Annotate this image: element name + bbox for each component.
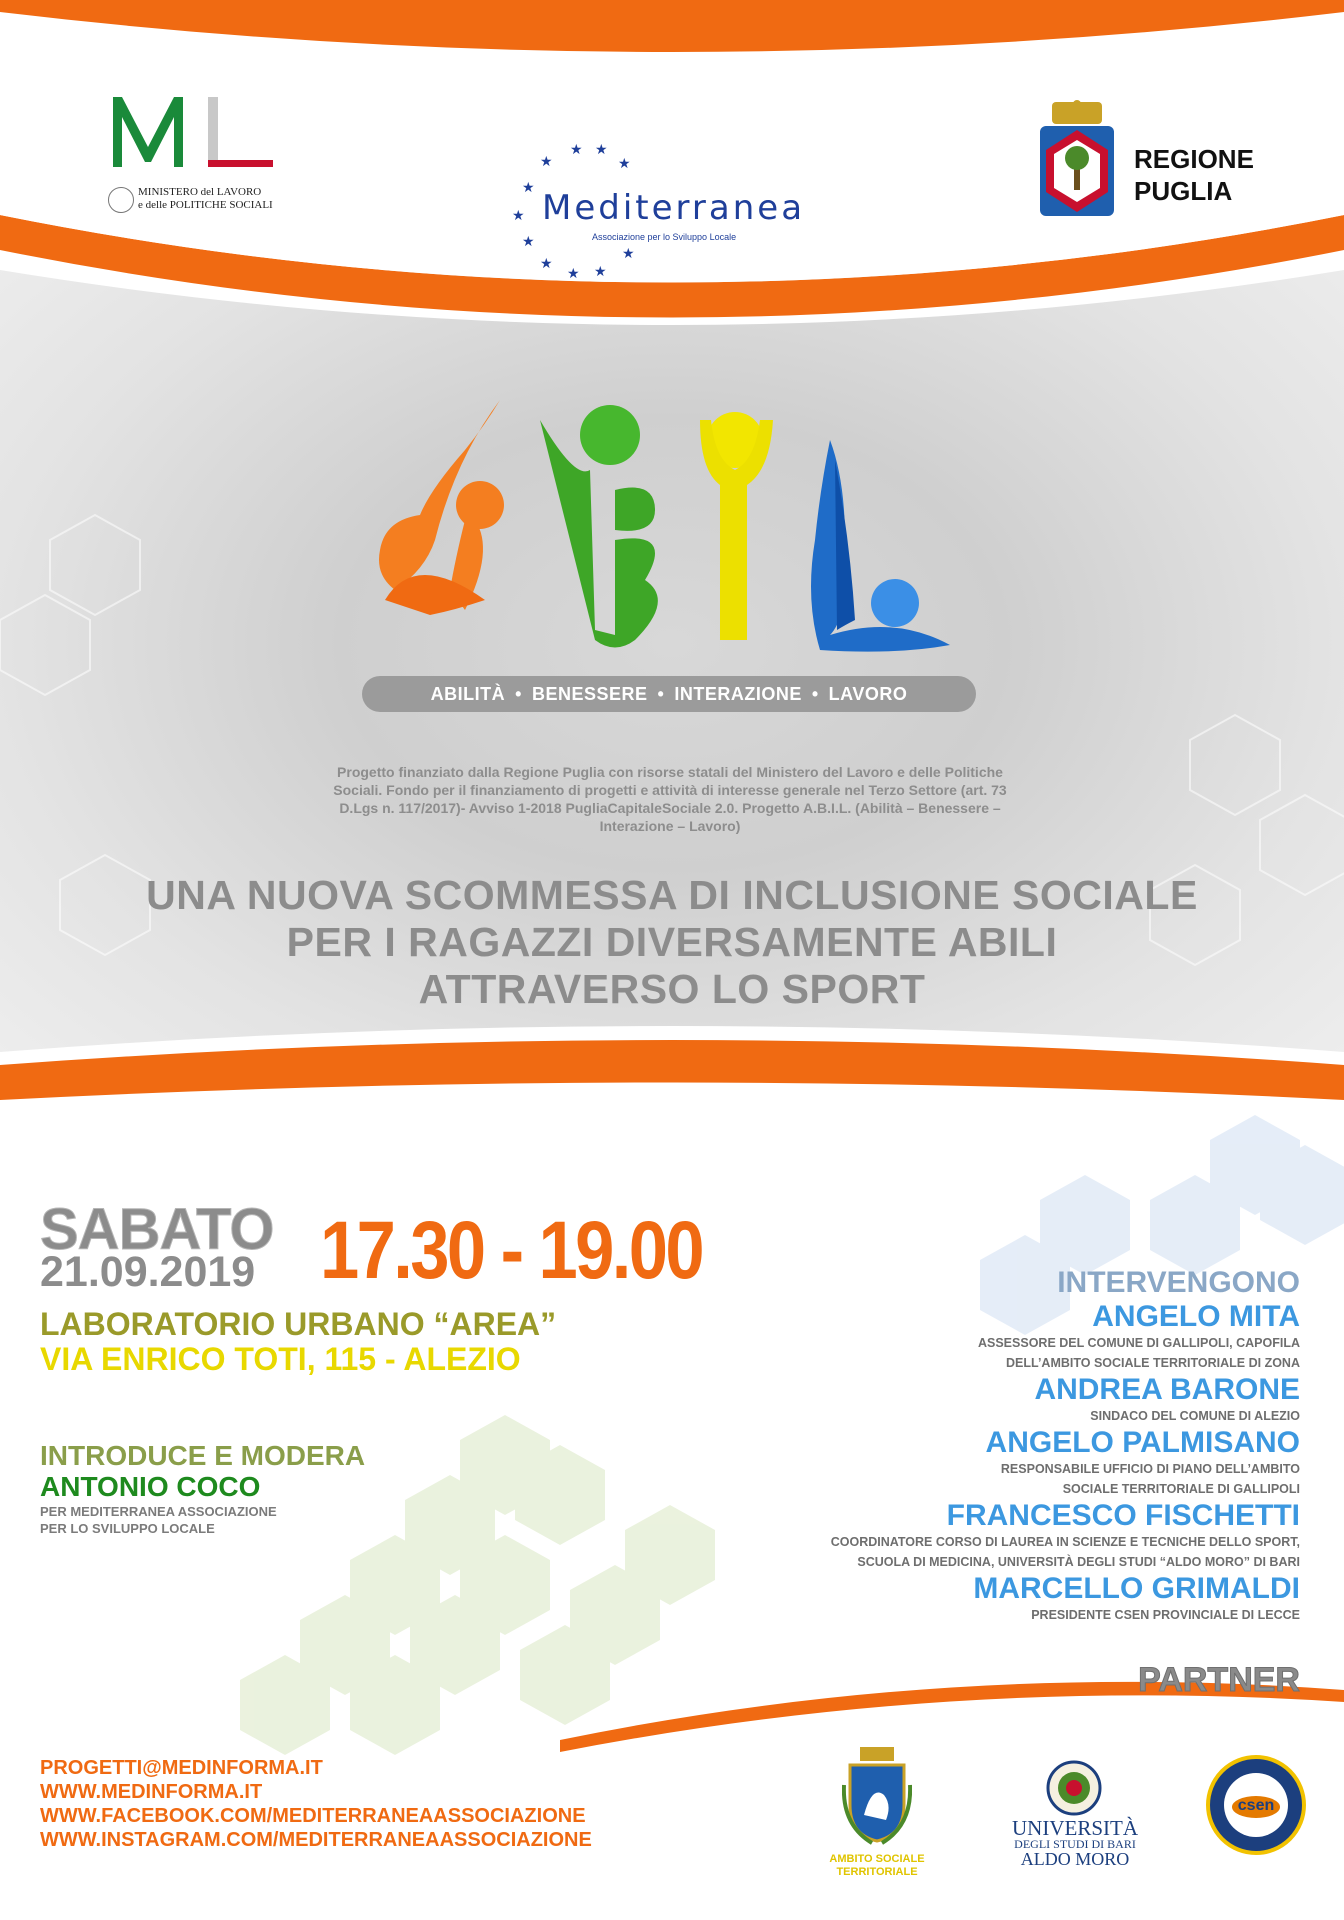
- abil-letter-a-icon: [379, 400, 504, 615]
- svg-text:★: ★: [512, 207, 525, 223]
- mediterranea-name: Mediterranea: [542, 188, 806, 228]
- main-headline: [60, 872, 1284, 1013]
- svg-text:★: ★: [622, 245, 635, 261]
- csen-center-text: csen: [1237, 1797, 1275, 1814]
- moderator-label: INTRODUCE E MODERA: [40, 1440, 366, 1471]
- headline-line-3: ATTRAVERSO LO SPORT: [418, 966, 926, 1012]
- speaker-role: PRESIDENTE CSEN PROVINCIALE DI LECCE: [1031, 1608, 1300, 1622]
- funding-text: Progetto finanziato dalla Regione Puglia con risorse statali del Ministero del Lavoro e delle Politiche Sociali. Fondo per il finanziamento di progetti e attività di interesse generale nel Terzo Settore (art. 73 D.Lgs n. 117/2017)- Avviso 1-2018 PugliaCapitaleSociale 2.0. Progetto A.B.I.L. (Abilità – Benessere – Interazione – Lavoro): [333, 764, 1007, 834]
- regione-line2: PUGLIA: [1134, 176, 1233, 206]
- speaker-role: RESPONSABILE UFFICIO DI PIANO DELL’AMBITO: [1000, 1462, 1300, 1476]
- event-day: SABATO: [40, 1197, 274, 1262]
- contact-facebook[interactable]: WWW.FACEBOOK.COM/MEDITERRANEAASSOCIAZIONE: [40, 1805, 586, 1827]
- ministero-line1: MINISTERO del LAVORO: [138, 186, 262, 198]
- svg-text:★: ★: [540, 153, 553, 169]
- csen-logo: [1206, 1755, 1306, 1855]
- abil-letter-b-icon: [540, 405, 658, 648]
- event-time: 17.30 - 19.00: [320, 1205, 703, 1296]
- tagline-word-3: INTERAZIONE: [674, 683, 802, 704]
- ambito-line-2: TERRITORIALE: [836, 1866, 918, 1878]
- headline-line-1: UNA NUOVA SCOMMESSA DI INCLUSIONE SOCIALE: [146, 872, 1198, 918]
- speaker-role: SINDACO DEL COMUNE DI ALEZIO: [1090, 1409, 1300, 1423]
- university-line-2: DEGLI STUDI DI BARI: [1014, 1837, 1136, 1851]
- event-date: 21.09.2019: [40, 1248, 256, 1296]
- speaker-role: SOCIALE TERRITORIALE DI GALLIPOLI: [1062, 1482, 1300, 1496]
- ministero-logo: [108, 92, 278, 222]
- speaker-role: SCUOLA DI MEDICINA, UNIVERSITÀ DEGLI STUDI “ALDO MORO” DI BARI: [857, 1555, 1300, 1569]
- emblem-icon: [108, 187, 134, 213]
- speaker-role: ASSESSORE DEL COMUNE DI GALLIPOLI, CAPOFILA: [977, 1336, 1300, 1350]
- abil-letter-i-icon: [700, 412, 773, 640]
- regione-crest-icon: [1038, 100, 1116, 220]
- speaker-name: ANGELO PALMISANO: [985, 1426, 1300, 1459]
- event-venue: LABORATORIO URBANO “AREA”: [40, 1306, 557, 1342]
- event-address: VIA ENRICO TOTI, 115 - ALEZIO: [40, 1341, 521, 1377]
- contacts-block: [40, 1756, 592, 1852]
- ministero-line2: e delle POLITICHE SOCIALI: [138, 199, 273, 211]
- speaker-name: MARCELLO GRIMALDI: [973, 1572, 1300, 1605]
- regione-logo: [1038, 100, 1298, 225]
- tagline-sep: •: [657, 683, 665, 704]
- svg-text:★: ★: [570, 141, 583, 157]
- tagline-sep: •: [515, 683, 522, 704]
- moderator-desc-line-2: PER LO SVILUPPO LOCALE: [40, 1521, 215, 1536]
- moderator-description: [40, 1503, 277, 1537]
- contact-instagram[interactable]: WWW.INSTAGRAM.COM/MEDITERRANEAASSOCIAZIONE: [40, 1829, 592, 1851]
- university-logo: [1000, 1760, 1150, 1870]
- svg-text:★: ★: [595, 141, 608, 157]
- speaker-name: FRANCESCO FISCHETTI: [946, 1499, 1300, 1532]
- speaker-name: ANDREA BARONE: [1034, 1373, 1300, 1406]
- moderator-desc-line-1: PER MEDITERRANEA ASSOCIAZIONE: [40, 1504, 277, 1519]
- speakers-heading: INTERVENGONO: [1057, 1266, 1300, 1299]
- tagline-word-4: LAVORO: [828, 683, 908, 704]
- svg-text:★: ★: [594, 263, 607, 279]
- abil-letter-l-icon: [811, 440, 950, 652]
- speaker-role: DELL’AMBITO SOCIALE TERRITORIALE DI ZONA: [1006, 1356, 1300, 1370]
- ministero-monogram-icon: [108, 92, 278, 172]
- tagline-sep: •: [811, 683, 819, 704]
- headline-line-2: PER I RAGAZZI DIVERSAMENTE ABILI: [286, 919, 1058, 965]
- partner-heading: PARTNER: [1138, 1661, 1300, 1699]
- contact-website[interactable]: WWW.MEDINFORMA.IT: [40, 1781, 263, 1803]
- abil-project-logo: [375, 400, 965, 660]
- mediterranea-tagline: Associazione per lo Sviluppo Locale: [592, 232, 737, 242]
- project-tagline-pill: [362, 676, 976, 712]
- university-line-3: ALDO MORO: [1020, 1849, 1130, 1869]
- university-line-1: UNIVERSITÀ: [1012, 1816, 1138, 1840]
- university-seal-icon: [1046, 1760, 1102, 1816]
- svg-text:★: ★: [522, 233, 535, 249]
- svg-text:★: ★: [540, 255, 553, 271]
- svg-text:★: ★: [618, 155, 631, 171]
- contact-email[interactable]: PROGETTI@MEDINFORMA.IT: [40, 1757, 323, 1779]
- mediterranea-logo: [510, 140, 810, 280]
- speaker-name: ANGELO MITA: [1092, 1300, 1300, 1333]
- speakers-list: [680, 1266, 1300, 1625]
- gallipoli-crest-icon: [842, 1745, 912, 1845]
- svg-text:★: ★: [522, 179, 535, 195]
- moderator-name: ANTONIO COCO: [40, 1471, 261, 1502]
- svg-text:★: ★: [567, 265, 580, 280]
- ambito-sociale-logo: [812, 1745, 942, 1885]
- regione-line1: REGIONE: [1134, 144, 1254, 174]
- tagline-word-2: BENESSERE: [531, 683, 648, 704]
- ambito-line-1: AMBITO SOCIALE: [829, 1853, 925, 1865]
- tagline-word-1: ABILITÀ: [430, 683, 506, 704]
- speaker-role: COORDINATORE CORSO DI LAUREA IN SCIENZE E TECNICHE DELLO SPORT,: [830, 1535, 1300, 1549]
